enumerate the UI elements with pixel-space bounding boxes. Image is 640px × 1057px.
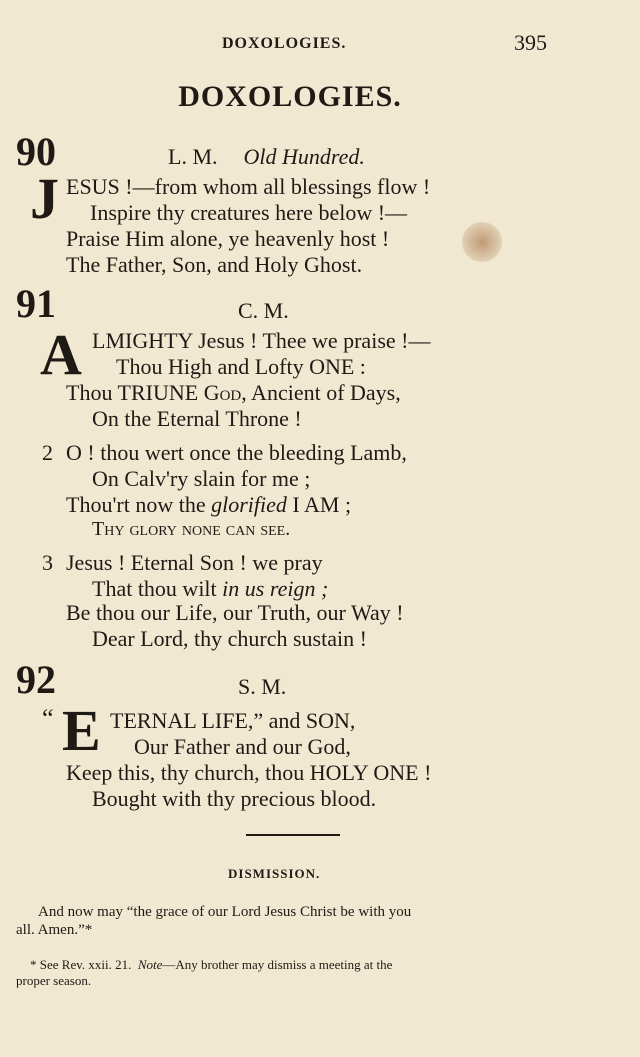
verse-3-line-2a: That thou wilt	[92, 576, 223, 601]
verse-2-line-1: O ! thou wert once the bleeding Lamb,	[66, 440, 407, 465]
verse-2-line-3a: Thou'rt now the	[66, 492, 212, 517]
hymn-92-line-1: TERNAL LIFE,” and SON,	[110, 708, 356, 733]
page-number: 395	[514, 30, 547, 55]
page-title: DOXOLOGIES.	[178, 80, 402, 113]
drop-cap-j: J	[30, 166, 59, 231]
dismission-line-1: And now may “the grace of our Lord Jesus Christ be with you	[38, 904, 412, 920]
verse-3-line-2	[92, 576, 328, 602]
hymn-92-meter: S. M.	[238, 674, 287, 699]
hymn-90-line-2: Inspire thy creatures here below !—	[90, 200, 408, 225]
verse-2-number: 2	[42, 440, 53, 465]
footnote-text: —Any brother may dismiss a meeting at the	[162, 957, 393, 972]
hymn-91-line-2: Thou High and Lofty ONE :	[116, 354, 366, 379]
verse-3-line-4: Dear Lord, thy church sustain !	[92, 626, 367, 651]
hymn-number-91: 91	[16, 281, 56, 326]
meter-label: L. M.	[168, 144, 218, 169]
hymn-90-line-3: Praise Him alone, ye heavenly host !	[66, 226, 390, 251]
footnote-line-2: proper season.	[16, 973, 92, 988]
hymn-number-92: 92	[16, 657, 56, 702]
in-us-reign-italic: in us reign ;	[222, 576, 329, 601]
hymn-91-meter: C. M.	[238, 298, 289, 323]
footnote-line-1	[30, 956, 392, 973]
hymn-91-line-3	[66, 380, 401, 406]
hymn-90-line-4: The Father, Son, and Holy Ghost.	[66, 252, 363, 277]
hymn-number-90: 90	[16, 129, 56, 174]
note-label: Note	[137, 957, 163, 972]
drop-cap-e: E	[62, 698, 101, 763]
ancient-of-days: , Ancient of Days,	[241, 380, 401, 405]
footnote-reference: * See Rev. xxii. 21.	[30, 957, 132, 972]
section-divider	[246, 834, 340, 836]
hymn-90-meter	[168, 144, 365, 170]
hymn-92-line-3: Keep this, thy church, thou HOLY ONE !	[66, 760, 432, 785]
verse-2-line-4: Thy glory none can see.	[92, 518, 291, 540]
god-small-caps: God	[203, 380, 242, 405]
drop-cap-a: A	[40, 322, 82, 387]
opening-quote: “	[42, 704, 54, 733]
dismission-line-2: all. Amen.”*	[16, 922, 93, 938]
tune-name: Old Hundred.	[243, 144, 365, 169]
verse-2-line-3	[66, 492, 351, 518]
verse-2-line-3c: I AM ;	[286, 492, 352, 517]
verse-3-number: 3	[42, 550, 53, 575]
triune-text: Thou TRIUNE	[66, 380, 199, 405]
glorified-italic: glorified	[211, 492, 287, 517]
hymn-92-line-2: Our Father and our God,	[134, 734, 351, 759]
verse-2-line-2: On Calv'ry slain for me ;	[92, 466, 311, 491]
paper-stain	[462, 222, 502, 262]
hymn-92-line-4: Bought with thy precious blood.	[92, 786, 377, 811]
verse-3-line-3: Be thou our Life, our Truth, our Way !	[66, 600, 404, 625]
hymn-90-line-1: ESUS !—from whom all blessings flow !	[66, 174, 431, 199]
hymn-91-line-1: LMIGHTY Jesus ! Thee we praise !—	[92, 328, 431, 353]
dismission-heading: DISMISSION.	[228, 866, 321, 881]
running-head: DOXOLOGIES.	[222, 35, 347, 52]
hymn-91-line-4: On the Eternal Throne !	[92, 406, 302, 431]
verse-3-line-1: Jesus ! Eternal Son ! we pray	[66, 550, 323, 575]
